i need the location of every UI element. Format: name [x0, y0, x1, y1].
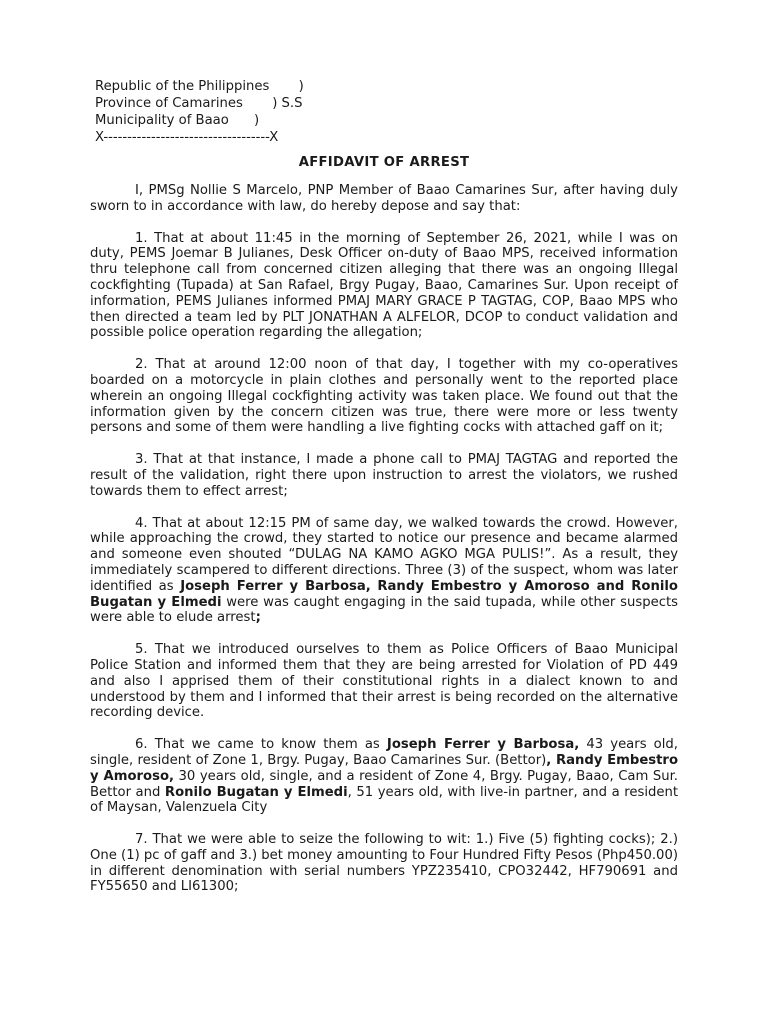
caption-line-province: Province of Camarines ) S.S	[95, 96, 303, 111]
paragraph-7: 7. That we were able to seize the following to wit: 1.) Five (5) fighting cocks); 2.) One (1) pc of gaff and 3.) bet money amounting to Four Hundred Fifty Pesos (Php450.00) in different denomination with serial numbers YPZ235410, CPO32442, HF790691 and FY55650 and LI61300;	[90, 832, 678, 895]
p4-text-c: and	[589, 578, 632, 594]
caption-separator: X-----------------------------------X	[95, 130, 279, 145]
p6-text-c: ,	[546, 752, 552, 768]
document-title: AFFIDAVIT OF ARREST	[298, 155, 470, 170]
caption-line-republic: Republic of the Philippines )	[95, 79, 304, 94]
p6-text-a: 6. That we came to know them as	[135, 737, 387, 753]
paragraph-4	[90, 516, 678, 627]
caption-line-municipality: Municipality of Baao )	[95, 113, 260, 128]
suspect-name-1: Joseph Ferrer y Barbosa,	[386, 737, 580, 753]
p6-text-e: , 51 years old, with live-in partner, and a resident of Maysan, Valenzuela City	[90, 784, 679, 816]
p4-text-a: 4. That at about 12:15 PM of same day, we walked towards the crowd. However, while approaching the crowd, they started to notice our presence and became alarmed and someone even shouted “DULAG NA KAMO AGKO MGA PULIS!”. As a result, they immediately scampered to different directions. Three (3) of the suspect, whom was later identified as	[90, 515, 678, 594]
affidavit-body	[90, 183, 678, 911]
suspect-name-2: Randy Embestro y Amoroso	[377, 578, 590, 594]
p4-text-d: were was caught engaging in the said tupada, while other suspects were able to elude arrest	[90, 594, 678, 626]
suspect-name-3: Ronilo Bugatan y Elmedi	[90, 578, 678, 610]
p6-text-b: 43 years old, single, resident of Zone 1, Brgy. Pugay, Baao Camarines Sur. (Bettor)	[90, 737, 678, 768]
paragraph-2: 2. That at around 12:00 noon of that day, I together with my co-operatives boarded on a motorcycle in plain clothes and personally went to the reported place wherein an ongoing Illegal cockfighting activity was taken place. We found out that the information given by the concern citizen was true, there were more or less twenty persons and some of them were handling a live fighting cocks with attached gaff on it;	[90, 357, 678, 436]
paragraph-3: 3. That at that instance, I made a phone call to PMAJ TAGTAG and reported the result of the validation, right there upon instruction to arrest the violators, we rushed towards them to effect arrest;	[90, 452, 678, 499]
p6-text-d: 30 years old, single, and a resident of Zone 4, Brgy. Pugay, Baao, Cam Sur. Bettor and	[90, 768, 678, 800]
paragraph-5: 5. That we introduced ourselves to them as Police Officers of Baao Municipal Police Station and informed them that they are being arrested for Violation of PD 449 and also I apprised them of their constitutional rights in a dialect known to and understood by them and I informed that their arrest is being recorded on the alternative recording device.	[90, 642, 678, 721]
suspect-name-3: Ronilo Bugatan y Elmedi	[164, 784, 348, 800]
paragraph-6	[90, 737, 678, 816]
suspect-name-2: Randy Embestro y Amoroso,	[90, 752, 679, 784]
paragraph-1: 1. That at about 11:45 in the morning of September 26, 2021, while I was on duty, PEMS Joemar B Julianes, Desk Officer on-duty of Baao MPS, received information thru telephone call from concerned citizen alleging that there was an ongoing Illegal cockfighting (Tupada) at San Rafael, Brgy Pugay, Baao, Camarines Sur. Upon receipt of information, PEMS Julianes informed PMAJ MARY GRACE P TAGTAG, COP, Baao MPS who then directed a team led by PLT JONATHAN A ALFELOR, DCOP to conduct validation and possible police operation regarding the allegation;	[90, 230, 678, 341]
suspect-name-1: Joseph Ferrer y Barbosa,	[180, 578, 371, 594]
venue-caption	[95, 78, 304, 146]
p4-text-e: ;	[255, 610, 261, 626]
intro-paragraph: I, PMSg Nollie S Marcelo, PNP Member of Baao Camarines Sur, after having duly sworn to in accordance with law, do hereby depose and say that:	[90, 183, 678, 214]
